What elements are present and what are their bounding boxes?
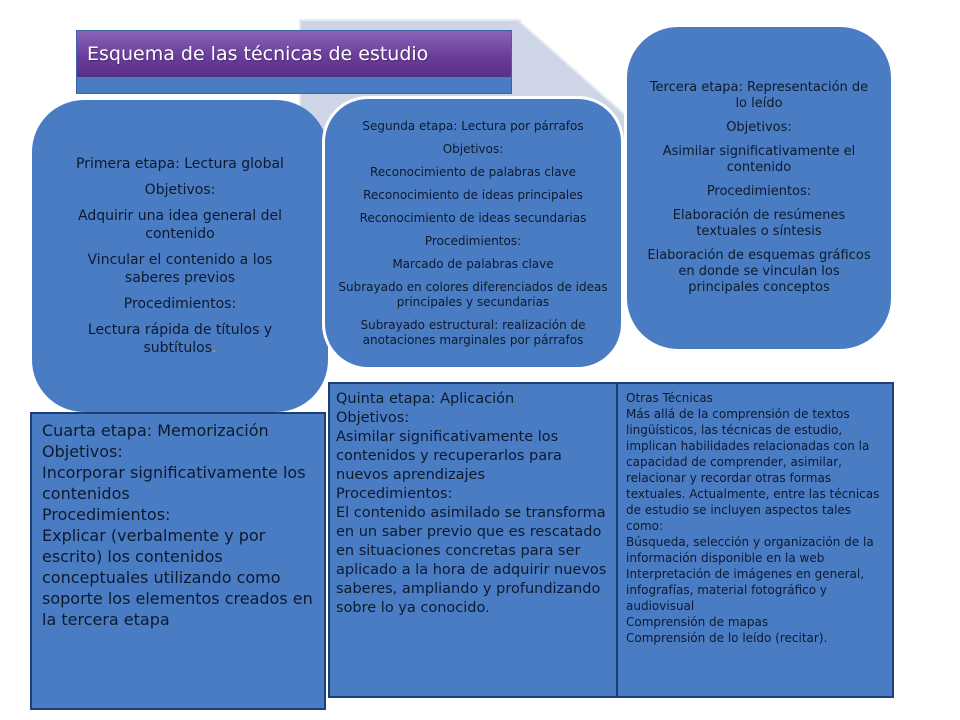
stage-1-card (32, 100, 328, 412)
stage-4-heading: Cuarta etapa: Memorización (42, 421, 269, 440)
stage-2-objectives-label: Objetivos: (442, 141, 504, 156)
stage-2-objective-2: Reconocimiento de ideas principales (363, 187, 583, 202)
stage-3-objective-1: Asimilar significativamente el contenido (662, 144, 856, 175)
stage-2-objective-3: Reconocimiento de ideas secundarias (359, 210, 587, 225)
stage-5-objective-1: Asimilar significativamente los contenidos y recuperarlos para nuevos aprendizajes (336, 429, 562, 483)
stage-4-procedures-label: Procedimientos: (42, 505, 171, 524)
other-item-4: Comprensión de lo leído (recitar). (626, 631, 828, 645)
stage-5-procedure-1: El contenido asimilado se transforma en un saber previo que es rescatado en situaciones concretas para ser aplicado a la hora de adquirir nuevos saberes, ampliando y profundizando sobre lo ya conocido. (336, 505, 607, 616)
stage-2-card (322, 96, 624, 370)
stage-2-procedure-2: Subrayado en colores diferenciados de ideas principales y secundarias (338, 279, 608, 309)
other-heading: Otras Técnicas (626, 391, 713, 405)
title-bar (76, 30, 512, 94)
stage-1-heading: Primera etapa: Lectura global (76, 156, 284, 172)
stage-5-objectives-label: Objetivos: (336, 410, 410, 426)
stage-5-procedures-label: Procedimientos: (336, 486, 453, 502)
stage-2-objective-1: Reconocimiento de palabras clave (369, 164, 577, 179)
stage-3-objectives-label: Objetivos: (726, 120, 792, 135)
page-title: Esquema de las técnicas de estudio (77, 31, 511, 77)
other-techniques-box (616, 382, 894, 698)
stage-4-objectives-label: Objetivos: (42, 442, 123, 461)
stage-5-heading: Quinta etapa: Aplicación (336, 391, 515, 407)
other-item-3: Comprensión de mapas (626, 615, 769, 629)
stage-3-procedure-1: Elaboración de resúmenes textuales o síntesis (672, 208, 846, 239)
stage-1-objective-2: Vincular el contenido a los saberes previos (87, 252, 273, 286)
stage-3-card (624, 24, 894, 352)
stage-1-objective-1: Adquirir una idea general del contenido (78, 208, 282, 242)
stage-1-objectives-label: Objetivos: (144, 182, 216, 198)
stage-2-procedure-1: Marcado de palabras clave (392, 256, 554, 271)
stage-2-heading: Segunda etapa: Lectura por párrafos (362, 118, 584, 133)
stage-2-procedure-3: Subrayado estructural: realización de anotaciones marginales por párrafos (360, 317, 586, 347)
stage-3-procedure-2: Elaboración de esquemas gráficos en donde se vinculan los principales conceptos (647, 248, 871, 295)
stage-3-procedures-label: Procedimientos: (706, 184, 812, 199)
stage-4-procedure-1: Explicar (verbalmente y por escrito) los contenidos conceptuales utilizando como soporte los elementos creados en la tercera etapa (42, 526, 313, 629)
stage-2-procedures-label: Procedimientos: (424, 233, 522, 248)
other-item-2: Interpretación de imágenes en general, infografías, material fotográfico y audiovisual (626, 567, 865, 613)
stage-1-procedure-1-end: . (212, 340, 217, 356)
other-item-1: Búsqueda, selección y organización de la información disponible en la web (626, 535, 874, 565)
stage-3-heading: Tercera etapa: Representación de lo leído (649, 80, 869, 111)
stage-1-procedure-1 (66, 321, 294, 357)
stage-1-procedures-label: Procedimientos: (123, 296, 237, 312)
stage-5-box (328, 382, 620, 698)
stage-1-procedure-1-text: Lectura rápida de títulos y subtítulos (87, 322, 273, 356)
other-intro: Más allá de la comprensión de textos lingüísticos, las técnicas de estudio, implican habilidades relacionadas con la capacidad de comprender, asimilar, relacionar y recordar otras formas textuales. Actualmente, entre las técnicas de estudio se incluyen aspectos tales como: (626, 407, 880, 533)
stage-4-objective-1: Incorporar significativamente los contenidos (42, 463, 306, 503)
stage-4-box (30, 412, 326, 710)
